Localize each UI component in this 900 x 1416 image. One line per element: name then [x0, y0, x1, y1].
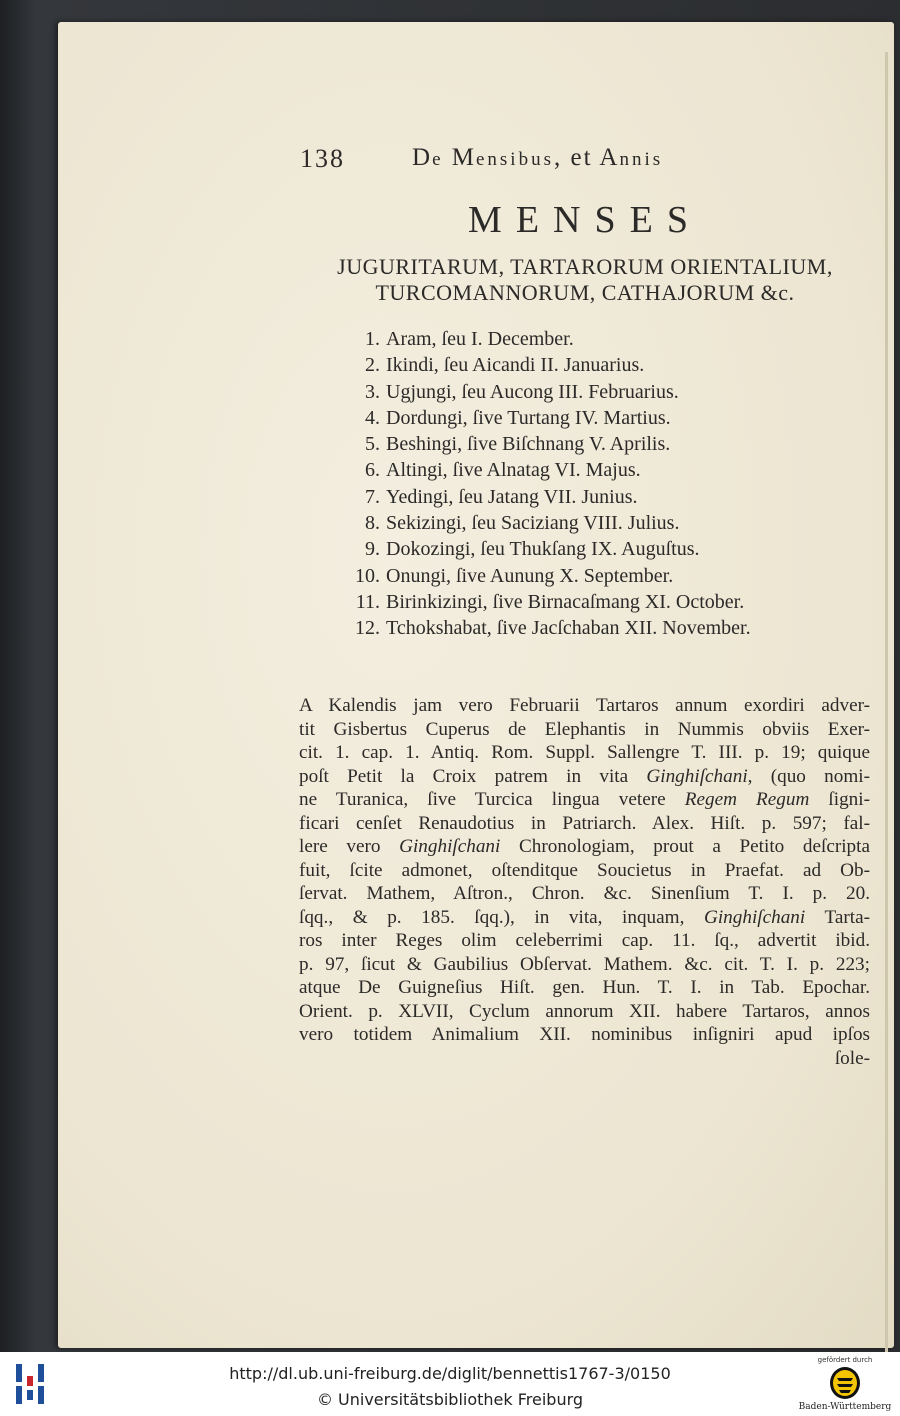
month-text: Altingi, ſive Alnatag VI. Majus.: [386, 459, 641, 482]
baden-wuerttemberg-coat-of-arms-icon: [829, 1366, 861, 1400]
body-line: poſt Petit la Croix patrem in vita Ginghiſchani, (quo nomi-: [299, 765, 870, 787]
month-text: Ikindi, ſeu Aicandi II. Januarius.: [386, 354, 645, 377]
body-paragraph: [299, 694, 870, 1070]
month-number: 3.: [365, 380, 380, 403]
month-list: [300, 326, 870, 642]
month-item: [300, 484, 870, 510]
subtitle-line-2: TURCOMANNORUM, CATHAJORUM &c.: [375, 280, 795, 305]
body-line: ſervat. Mathem, Aſtron., Chron. &c. Sinenſium T. I. p. 20.: [299, 883, 870, 904]
sponsor-caption: gefördert durch: [817, 1356, 873, 1364]
copyright-notice: © Universitätsbibliothek Freiburg: [316, 1390, 584, 1409]
body-line: ficari cenſet Renaudotius in Patriarch. Alex. Hiſt. p. 597; fal-: [299, 812, 870, 834]
month-number: 2.: [365, 354, 380, 377]
catchword: ſole-: [834, 1047, 870, 1069]
viewer-footer: [0, 1352, 900, 1416]
month-text: Onungi, ſive Aunung X. September.: [386, 564, 674, 587]
body-line: ros inter Reges olim celeberrimi cap. 11. ſq., advertit ibid.: [299, 930, 870, 951]
body-line: fuit, ſcite admonet, oſtenditque Soucietus in Praefat. ad Ob-: [299, 859, 870, 881]
body-line: ſqq., & p. 185. ſqq.), in vita, inquam, Ginghiſchani Tarta-: [299, 906, 870, 928]
page-header: [300, 144, 770, 184]
sponsor-name: Baden-Württemberg: [798, 1402, 892, 1412]
page-number: 138: [300, 144, 345, 173]
month-item: [300, 457, 870, 483]
month-item: [300, 379, 870, 405]
month-item: [300, 589, 870, 615]
body-line: Orient. p. XLVII, Cyclum annorum XII. habere Tartaros, annos: [299, 1000, 870, 1022]
body-line: p. 97, ſicut & Gaubilius Obſervat. Mathem. &c. cit. T. I. p. 223;: [299, 953, 870, 975]
month-item: [300, 405, 870, 431]
body-line: vero totidem Animalium XII. nominibus inſigniri apud ipſos: [299, 1024, 870, 1045]
month-text: Birinkizingi, ſive Birnacaſmang XI. October.: [386, 590, 745, 613]
month-text: Ugjungi, ſeu Aucong III. Februarius.: [386, 380, 679, 403]
month-text: Sekizingi, ſeu Saciziang VIII. Julius.: [386, 512, 680, 535]
month-number: 6.: [365, 459, 380, 482]
month-text: Dokozingi, ſeu Thukſang IX. Auguſtus.: [386, 538, 700, 561]
month-item: [300, 352, 870, 378]
month-text: Aram, ſeu I. December.: [386, 328, 574, 350]
permalink-url[interactable]: http://dl.ub.uni-freiburg.de/diglit/bennettis1767-3/0150: [229, 1364, 671, 1383]
body-line: atque De Guigneſius Hiſt. gen. Hun. T. I. in Tab. Epochar.: [299, 977, 870, 998]
month-number: 5.: [365, 433, 380, 456]
month-number: 8.: [365, 512, 380, 535]
month-text: Tchokshabat, ſive Jacſchaban XII. November.: [386, 617, 751, 640]
running-title: De Mensibus, et Annis: [412, 144, 664, 171]
month-text: Beshingi, ſive Biſchnang V. Aprilis.: [386, 433, 671, 456]
subtitle-line-1: JUGURITARUM, TARTARORUM ORIENTALIUM,: [337, 254, 833, 279]
month-item: [300, 326, 870, 352]
month-text: Dordungi, ſive Turtang IV. Martius.: [386, 406, 671, 429]
month-number: 4.: [365, 406, 380, 429]
month-item: [300, 615, 870, 641]
month-number: 12.: [355, 617, 380, 640]
month-item: [300, 431, 870, 457]
month-item: [300, 510, 870, 536]
month-item: [300, 563, 870, 589]
month-number: 1.: [365, 328, 380, 350]
section-subtitle: [300, 254, 870, 306]
month-number: 10.: [355, 564, 380, 587]
month-number: 7.: [365, 485, 380, 508]
month-text: Yedingi, ſeu Jatang VII. Junius.: [386, 485, 638, 508]
month-item: [300, 536, 870, 562]
body-line: tit Gisbertus Cuperus de Elephantis in Nummis obviis Exer-: [299, 718, 870, 740]
body-line: ne Turanica, ſive Turcica lingua vetere Regem Regum ſigni-: [299, 789, 870, 810]
month-number: 9.: [365, 538, 380, 561]
month-number: 11.: [355, 590, 380, 613]
page-edge: [885, 52, 888, 1352]
body-line: A Kalendis jam vero Februarii Tartaros annum exordiri adver-: [299, 695, 870, 716]
body-line: cit. 1. cap. 1. Antiq. Rom. Suppl. Sallengre T. III. p. 19; quique: [299, 742, 870, 763]
body-line: lere vero Ginghiſchani Chronologiam, prout a Petito deſcripta: [299, 836, 870, 857]
section-title: MENSES: [468, 199, 702, 241]
sponsor-logo: [796, 1356, 894, 1414]
